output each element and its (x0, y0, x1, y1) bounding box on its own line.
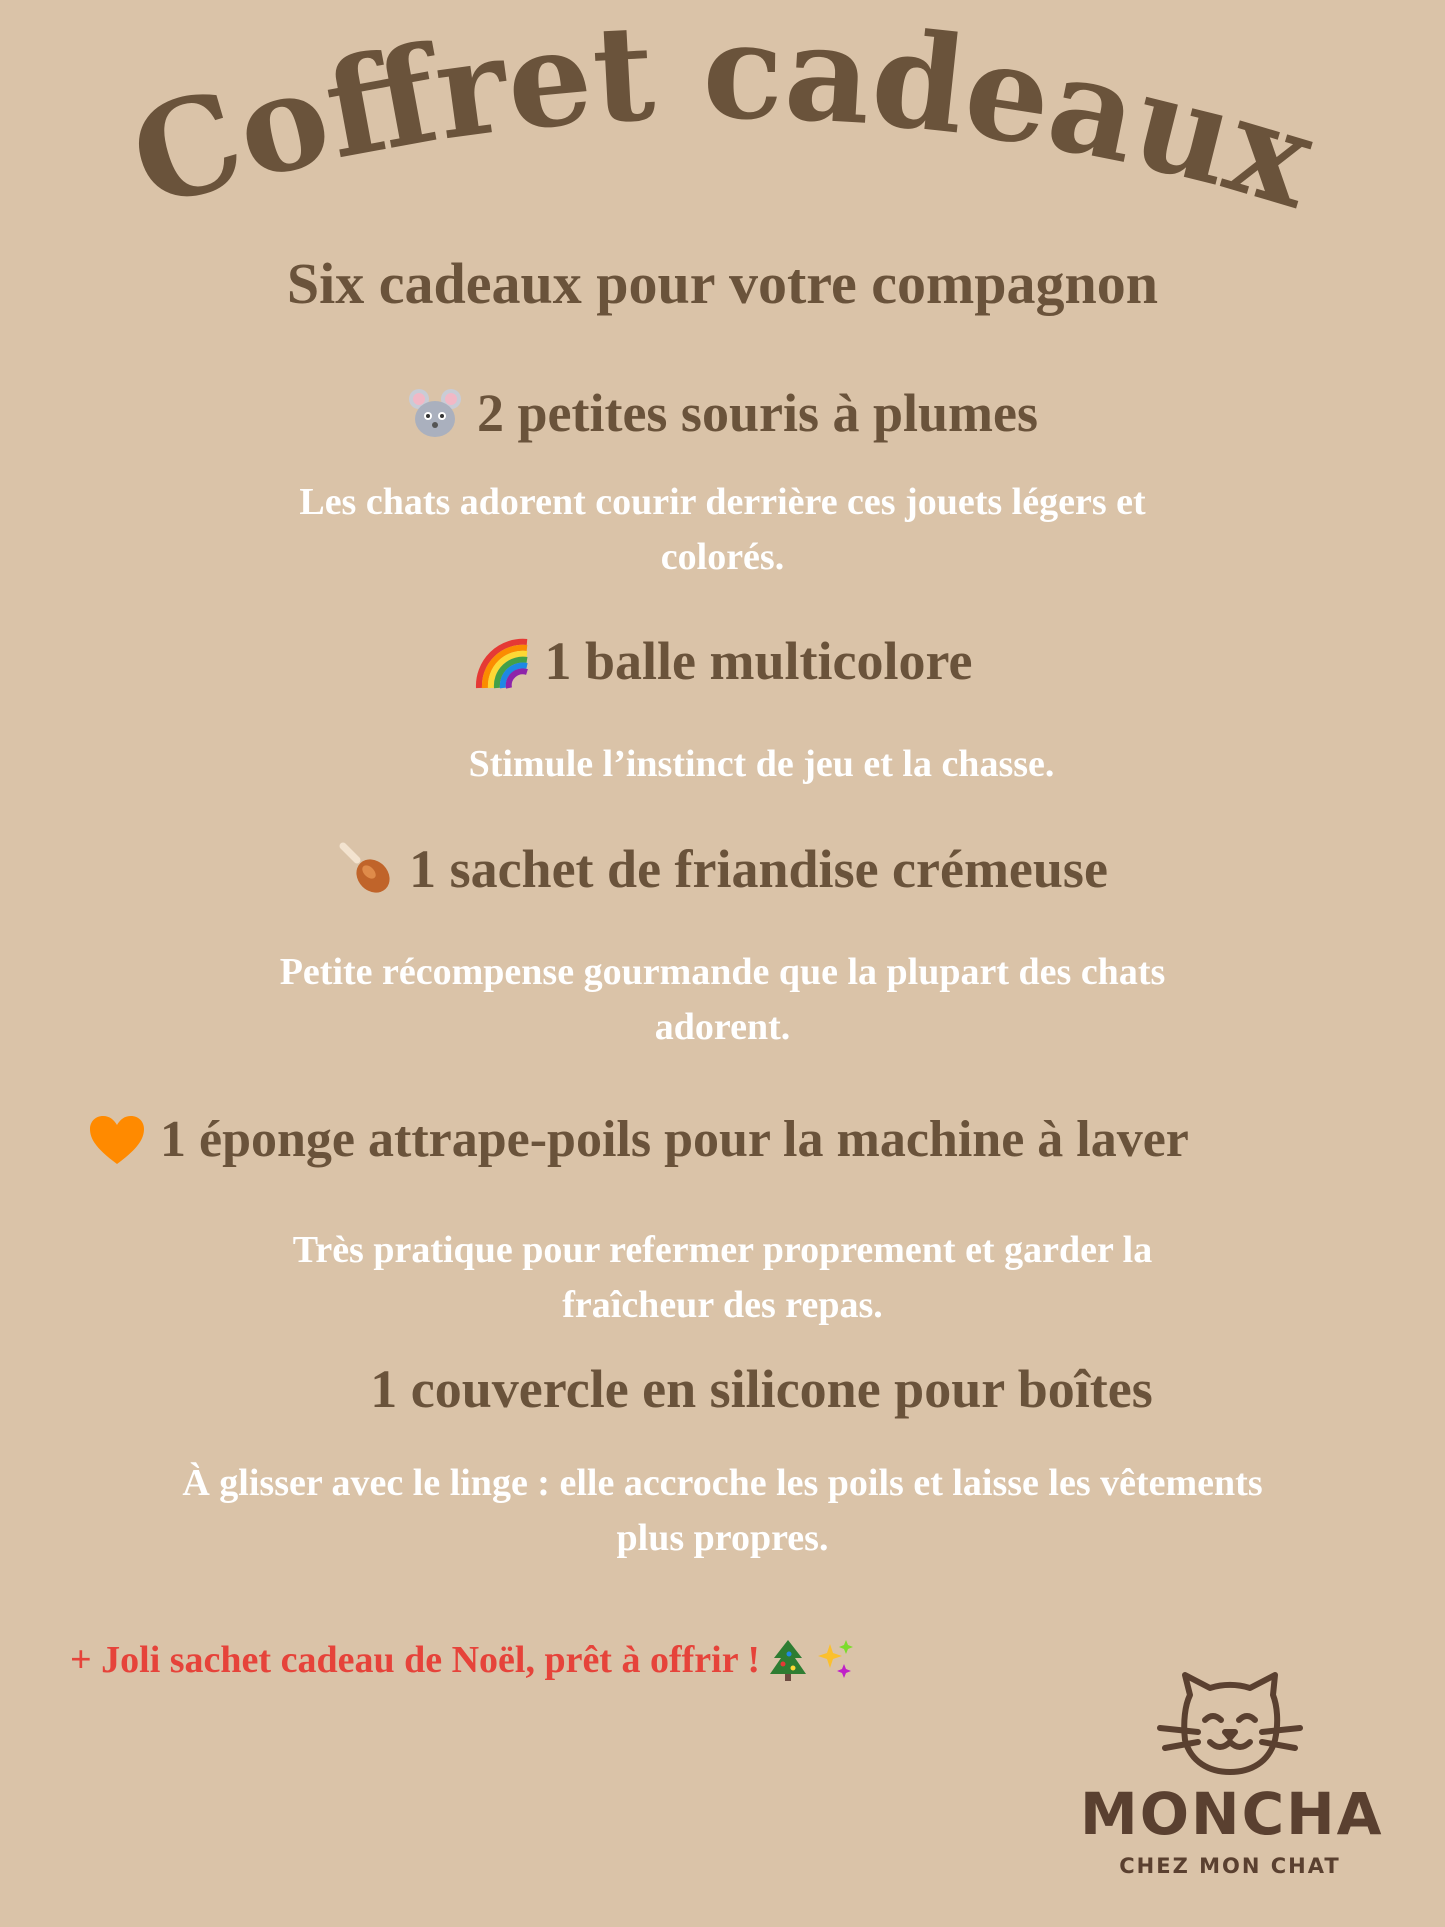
moncha-logo (1080, 1670, 1384, 1878)
item-title: 1 balle multicolore (544, 631, 973, 691)
sparkles-icon (816, 1638, 856, 1682)
page-title-text: Coffret cadeaux (115, 0, 1331, 239)
gift-bag-note (70, 1638, 856, 1682)
christmas-tree-icon (768, 1638, 808, 1682)
description-line: Très pratique pour refermer proprement et garder la (292, 1229, 1153, 1271)
note-text: + Joli sachet cadeau de Noël, prêt à offrir ! (70, 1639, 761, 1681)
item-heading (0, 1110, 1445, 1169)
item-title: 1 couvercle en silicone pour boîtes (370, 1359, 1153, 1419)
description-line: Stimule l’instinct de jeu et la chasse. (468, 743, 1055, 785)
description-line: fraîcheur des repas. (562, 1284, 883, 1326)
item-title: 2 petites souris à plumes (476, 383, 1038, 443)
svg-text:Coffret cadeaux (115, 0, 1331, 239)
item-heading (0, 1358, 1445, 1420)
description-line: À glisser avec le linge : elle accroche les poils et laisse les vêtements (182, 1462, 1263, 1504)
item-heading (0, 382, 1445, 444)
item-description (0, 737, 1445, 792)
item-description (0, 475, 1445, 585)
description-line: plus propres. (616, 1517, 829, 1559)
description-line: Petite récompense gourmande que la plupart des chats (279, 951, 1166, 993)
item-heading (0, 630, 1445, 692)
rainbow-icon (473, 632, 531, 690)
item-title: 1 sachet de friandise crémeuse (409, 839, 1108, 899)
mouse-icon (407, 385, 463, 441)
item-heading (0, 838, 1445, 900)
orange-heart-icon (88, 1114, 146, 1166)
page-title (0, 0, 1445, 260)
description-line: colorés. (660, 536, 785, 578)
subtitle: Six cadeaux pour votre compagnon (286, 251, 1159, 316)
item-description (0, 1223, 1445, 1333)
item-description (0, 1456, 1445, 1566)
description-line: adorent. (654, 1006, 791, 1048)
brand-tagline: CHEZ MON CHAT (1119, 1854, 1341, 1878)
brand-name: MONCHA (1080, 1780, 1384, 1848)
description-line: Les chats adorent courir derrière ces jouets légers et (299, 481, 1146, 523)
drumstick-icon (337, 840, 395, 898)
cat-face-icon (1155, 1670, 1305, 1780)
item-title: 1 éponge attrape-poils pour la machine à laver (160, 1111, 1189, 1168)
item-description (0, 945, 1445, 1055)
